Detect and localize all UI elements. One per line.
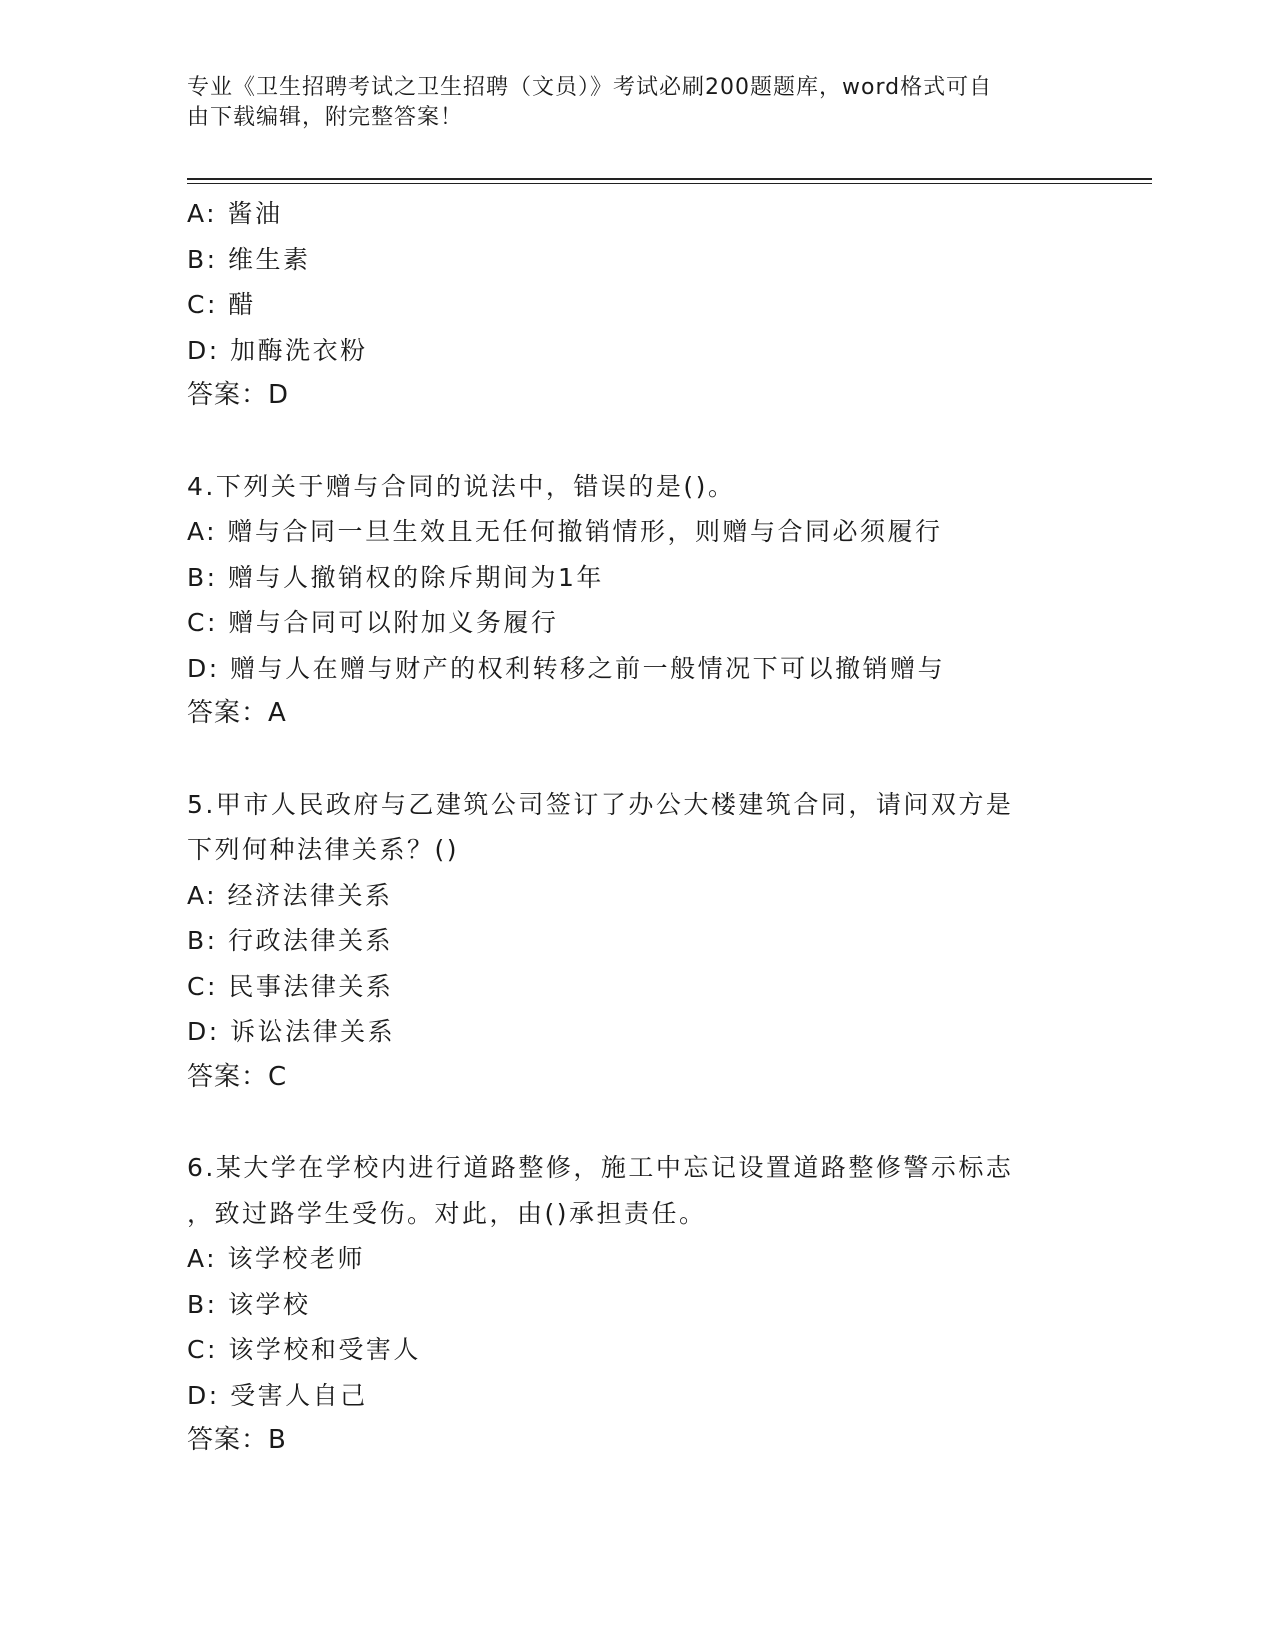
- spacer: [187, 419, 1107, 464]
- option-c: C: 民事法律关系: [187, 971, 394, 1001]
- question-stem-line-1: 5.甲市人民政府与乙建筑公司签订了办公大楼建筑合同，请问双方是: [187, 789, 1014, 819]
- option-a: A: 该学校老师: [187, 1244, 366, 1273]
- question-6: [187, 1145, 1107, 1464]
- spacer: [187, 1100, 1107, 1145]
- option-b: B: 维生素: [187, 244, 311, 274]
- answer: 答案：D: [187, 380, 290, 410]
- question-3: [187, 191, 1107, 419]
- option-a: A: 经济法律关系: [187, 880, 393, 910]
- option-d: D: 受害人自己: [187, 1380, 368, 1410]
- option-c: C: 醋: [187, 290, 256, 319]
- question-stem-line-2: ，致过路学生受伤。对此，由()承担责任。: [187, 1198, 707, 1228]
- option-a: A: 赠与合同一旦生效且无任何撤销情形，则赠与合同必须履行: [187, 517, 943, 546]
- header-divider-thick: [187, 178, 1152, 180]
- question-stem: 4.下列关于赠与合同的说法中，错误的是()。: [187, 471, 736, 501]
- document-header: [187, 73, 1087, 133]
- option-d: D: 加酶洗衣粉: [187, 335, 368, 365]
- spacer: [187, 737, 1107, 782]
- question-stem-line-2: 下列何种法律关系？(): [187, 835, 460, 864]
- option-a: A: 酱油: [187, 199, 283, 228]
- option-b: B: 行政法律关系: [187, 926, 394, 955]
- header-line-1: 专业《卫生招聘考试之卫生招聘（文员）》考试必刷200题题库，word格式可自: [187, 75, 993, 100]
- header-line-2: 由下载编辑，附完整答案！: [187, 105, 464, 130]
- answer: 答案：A: [187, 698, 287, 728]
- option-d: D: 诉讼法律关系: [187, 1017, 396, 1046]
- option-b: B: 赠与人撤销权的除斥期间为1年: [187, 562, 604, 592]
- question-stem-line-1: 6.某大学在学校内进行道路整修，施工中忘记设置道路整修警示标志: [187, 1153, 1014, 1182]
- option-c: C: 该学校和受害人: [187, 1335, 421, 1364]
- question-list: [187, 191, 1107, 1464]
- option-b: B: 该学校: [187, 1289, 311, 1319]
- answer: 答案：B: [187, 1425, 287, 1455]
- question-4: [187, 464, 1107, 737]
- option-c: C: 赠与合同可以附加义务履行: [187, 608, 559, 637]
- header-divider-thin: [187, 183, 1152, 184]
- answer: 答案：C: [187, 1061, 288, 1092]
- option-d: D: 赠与人在赠与财产的权利转移之前一般情况下可以撤销赠与: [187, 653, 946, 683]
- question-5: [187, 782, 1107, 1101]
